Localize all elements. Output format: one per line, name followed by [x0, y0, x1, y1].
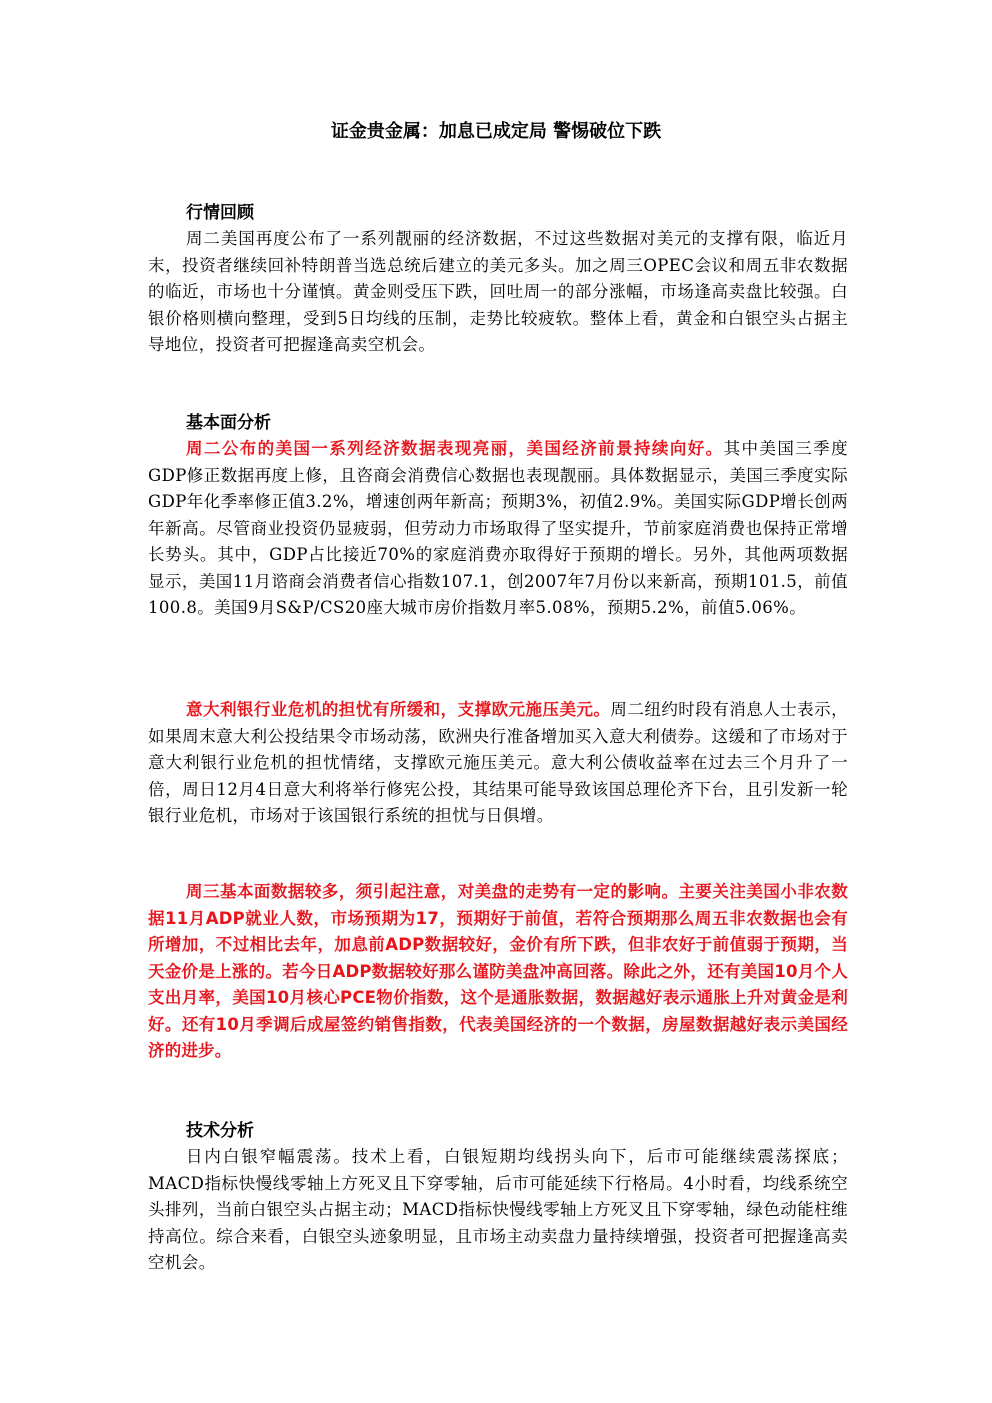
fundamentals-heading: 基本面分析	[186, 413, 271, 433]
market-review-heading: 行情回顾	[186, 203, 254, 223]
section-fundamentals	[148, 410, 848, 622]
fundamentals-p1-lead: 周二公布的美国一系列经济数据表现亮丽，美国经济前景持续向好。	[186, 439, 724, 458]
fundamentals-p1-body: 其中美国三季度GDP修正数据再度上修，且咨商会消费信心数据也表现靓丽。具体数据显示，美国三季度实际GDP年化季率修正值3.2%，增速创两年新高；预期3%，初值2.9%。美国实际GDP增长创两年新高。尽管商业投资仍显疲弱，但劳动力市场取得了坚实提升，节前家庭消费也保持正常增长势头。其中，GDP占比接近70%的家庭消费亦取得好于预期的增长。另外，其他两项数据显示，美国11月谘商会消费者信心指数107.1，创2007年7月份以来新高，预期101.5，前值100.8。美国9月S&P/CS20座大城市房价指数月率5.08%，预期5.2%，前值5.06%。	[148, 439, 848, 617]
fundamentals-paragraph-3: 周三基本面数据较多，须引起注意，对美盘的走势有一定的影响。主要关注美国小非农数据11月ADP就业人数，市场预期为17，预期好于前值，若符合预期那么周五非农数据也会有所增加，不过相比去年，加息前ADP数据较好，金价有所下跌，但非农好于前值弱于预期，当天金价是上涨的。若今日ADP数据较好那么谨防美盘冲高回落。除此之外，还有美国10月个人支出月率，美国10月核心PCE物价指数，这个是通胀数据，数据越好表示通胀上升对黄金是利好。还有10月季调后成屋签约销售指数，代表美国经济的一个数据，房屋数据越好表示美国经济的进步。	[148, 882, 848, 1060]
section-fundamentals-wednesday	[148, 879, 848, 1065]
fundamentals-paragraph-1	[148, 436, 848, 622]
fundamentals-paragraph-2	[148, 697, 848, 830]
section-technical	[148, 1118, 848, 1277]
section-fundamentals-italy	[148, 697, 848, 830]
market-review-paragraph: 周二美国再度公布了一系列靓丽的经济数据，不过这些数据对美元的支撑有限，临近月末，投资者继续回补特朗普当选总统后建立的美元多头。加之周三OPEC会议和周五非农数据的临近，市场也十分谨慎。黄金则受压下跌，回吐周一的部分涨幅，市场逢高卖盘比较强。白银价格则横向整理，受到5日均线的压制，走势比较疲软。整体上看，黄金和白银空头占据主导地位，投资者可把握逢高卖空机会。	[148, 229, 848, 354]
section-market-review	[148, 200, 848, 359]
technical-paragraph: 日内白银窄幅震荡。技术上看，白银短期均线拐头向下，后市可能继续震荡探底；MACD指标快慢线零轴上方死叉且下穿零轴，后市可能延续下行格局。4小时看，均线系统空头排列，当前白银空头占据主动；MACD指标快慢线零轴上方死叉且下穿零轴，绿色动能柱维持高位。综合来看，白银空头迹象明显，且市场主动卖盘力量持续增强，投资者可把握逢高卖空机会。	[148, 1147, 848, 1272]
technical-heading: 技术分析	[186, 1121, 254, 1141]
document-title: 证金贵金属：加息已成定局 警惕破位下跌	[330, 121, 662, 142]
fundamentals-p2-body: 周二纽约时段有消息人士表示，如果周末意大利公投结果令市场动荡，欧洲央行准备增加买入意大利债券。这缓和了市场对于意大利银行业危机的担忧情绪，支撑欧元施压美元。意大利公债收益率在过去三个月升了一倍，周日12月4日意大利将举行修宪公投，其结果可能导致该国总理伦齐下台，且引发新一轮银行业危机，市场对于该国银行系统的担忧与日俱增。	[148, 700, 848, 825]
fundamentals-p2-lead: 意大利银行业危机的担忧有所缓和，支撑欧元施压美元。	[186, 700, 611, 719]
